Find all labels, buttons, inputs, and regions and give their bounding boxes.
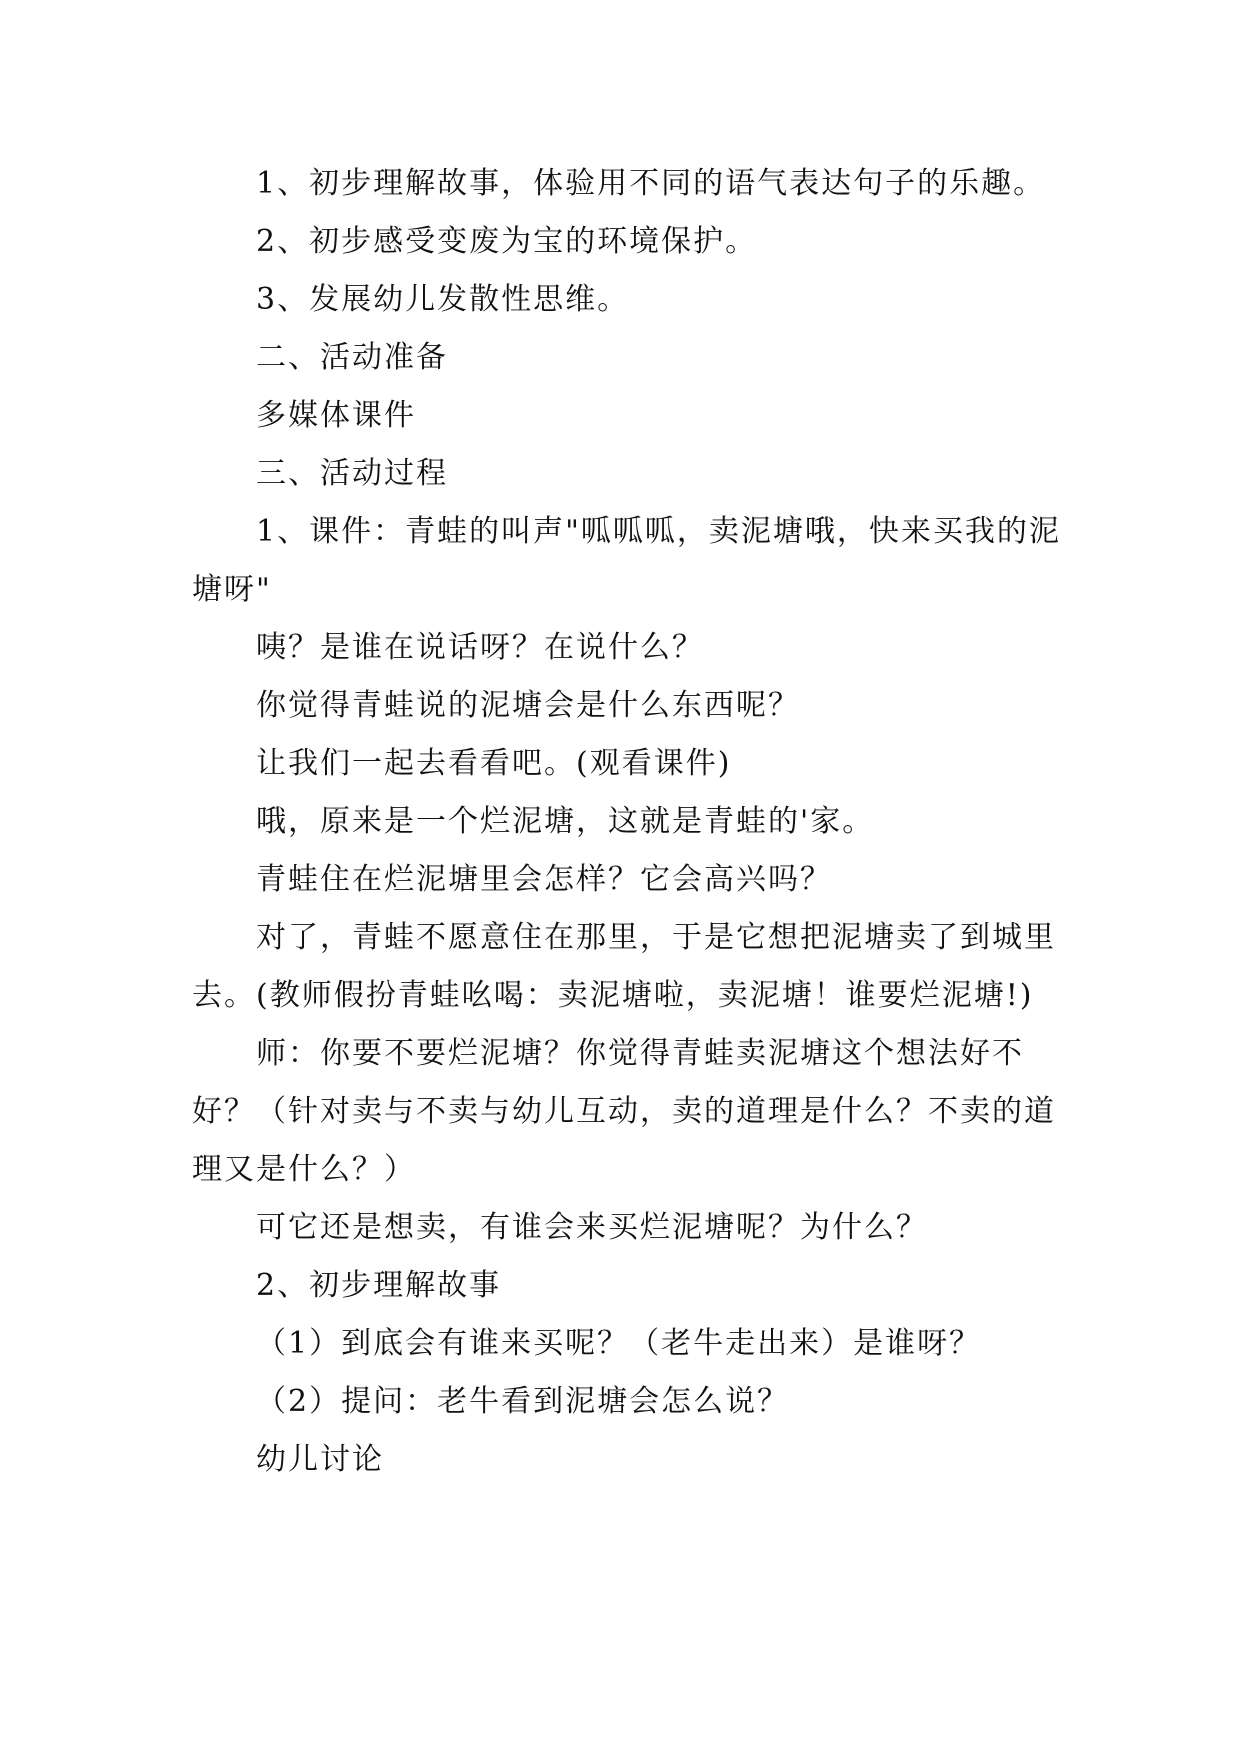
objective-1: 1、初步理解故事，体验用不同的语气表达句子的乐趣。 bbox=[256, 166, 1046, 201]
watch-courseware: 让我们一起去看看吧。(观看课件) bbox=[256, 746, 732, 781]
section-heading-preparation: 二、活动准备 bbox=[256, 340, 448, 375]
question-who-speaks: 咦？是谁在说话呀？在说什么？ bbox=[256, 630, 704, 665]
frog-sells-pond: 对了，青蛙不愿意住在那里，于是它想把泥塘卖了到城里去。(教师假扮青蛙吆喝：卖泥塘啦，卖泥塘！谁要烂泥塘!) bbox=[192, 920, 1056, 1013]
section-heading-process: 三、活动过程 bbox=[256, 456, 448, 491]
process-step-1: 1、课件：青蛙的叫声"呱呱呱，卖泥塘哦，快来买我的泥塘呀" bbox=[192, 514, 1061, 607]
question-who-buys: 可它还是想卖，有谁会来买烂泥塘呢？为什么？ bbox=[256, 1210, 928, 1245]
objective-3: 3、发展幼儿发散性思维。 bbox=[256, 282, 630, 317]
question-what-pond: 你觉得青蛙说的泥塘会是什么东西呢？ bbox=[256, 688, 800, 723]
teacher-question: 师：你要不要烂泥塘？你觉得青蛙卖泥塘这个想法好不好？（针对卖与不卖与幼儿互动，卖的道理是什么？不卖的道理又是什么？） bbox=[192, 1036, 1056, 1187]
children-discussion: 幼儿讨论 bbox=[256, 1442, 384, 1477]
objective-2: 2、初步感受变废为宝的环境保护。 bbox=[256, 224, 758, 259]
question-frog-happy: 青蛙住在烂泥塘里会怎样？它会高兴吗？ bbox=[256, 862, 832, 897]
document-body bbox=[192, 155, 1067, 1489]
preparation-text: 多媒体课件 bbox=[256, 398, 416, 433]
frog-home-text: 哦，原来是一个烂泥塘，这就是青蛙的'家。 bbox=[256, 804, 875, 839]
sub-step-1: （1）到底会有谁来买呢？（老牛走出来）是谁呀？ bbox=[256, 1326, 982, 1361]
sub-step-2: （2）提问：老牛看到泥塘会怎么说？ bbox=[256, 1384, 790, 1419]
process-step-2: 2、初步理解故事 bbox=[256, 1268, 502, 1303]
